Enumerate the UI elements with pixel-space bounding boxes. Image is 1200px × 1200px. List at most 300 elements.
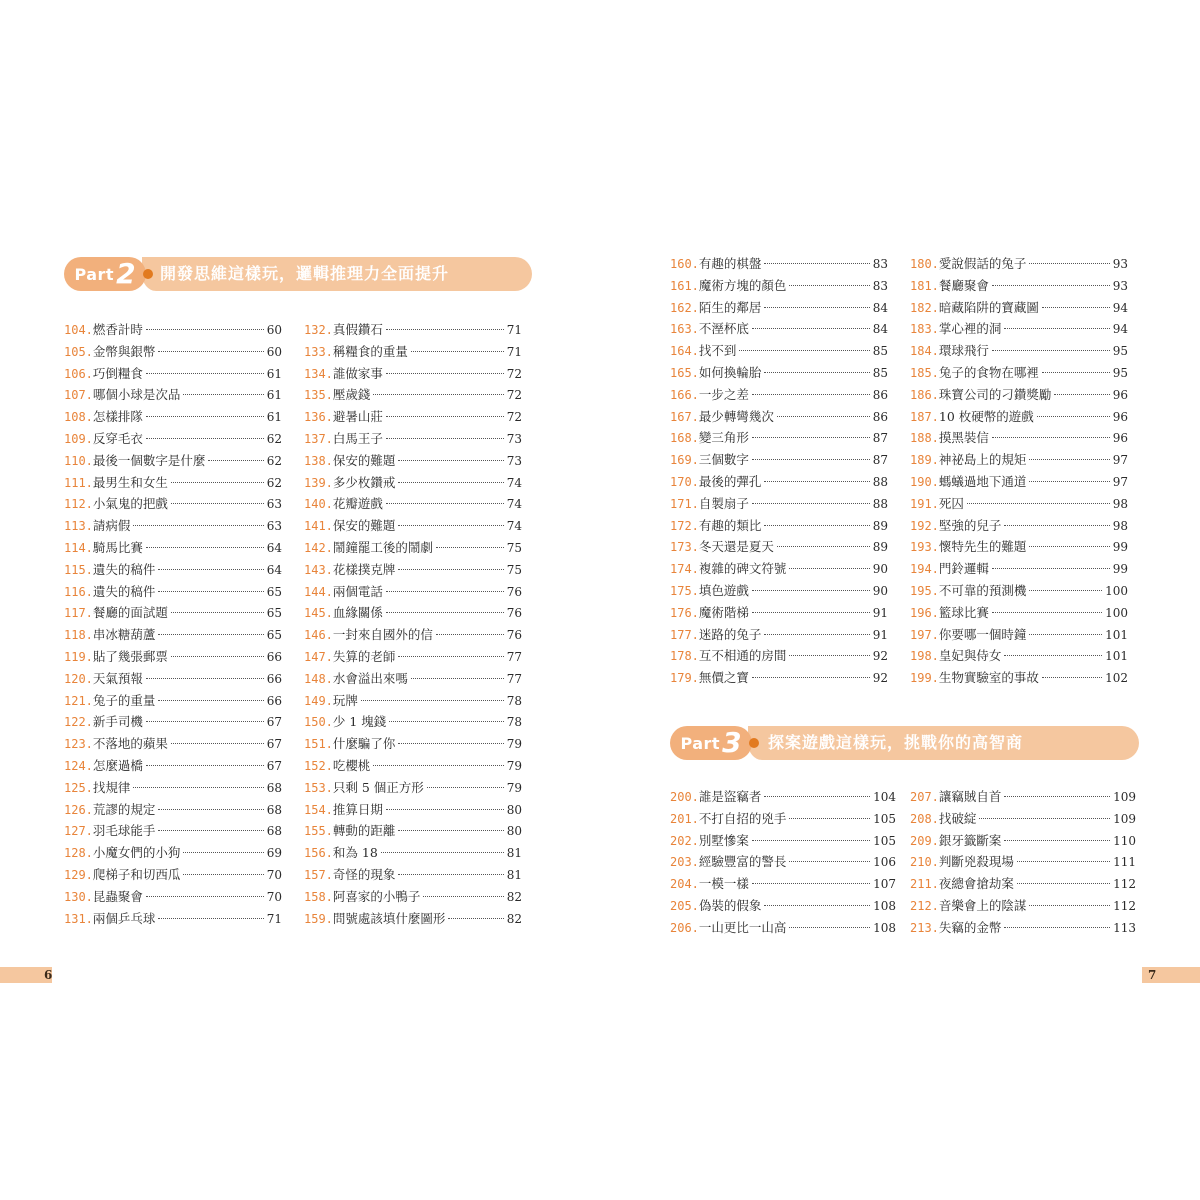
toc-entry-number: 115. (64, 562, 93, 577)
toc-entry-page: 63 (266, 519, 282, 534)
toc-entry-number: 175. (670, 583, 699, 598)
toc-entry-page: 109 (1113, 811, 1136, 826)
dot-leader (1017, 883, 1110, 884)
toc-entry-number: 159. (304, 911, 333, 926)
toc-entry-number: 127. (64, 824, 93, 839)
toc-entry-title: 兔子的重量 (92, 692, 156, 708)
toc-entry-title: 魔術階梯 (698, 604, 749, 620)
toc-entry (304, 909, 522, 931)
dot-leader (1037, 416, 1110, 417)
toc-column-right-2 (910, 254, 1128, 690)
dot-leader (789, 568, 869, 569)
toc-entry-title: 保安的難題 (332, 518, 396, 534)
toc-entry-number: 204. (670, 877, 699, 892)
toc-entry-page: 72 (506, 410, 522, 425)
toc-entry-title: 愛說假話的兔子 (938, 256, 1027, 271)
toc-entry-page: 65 (266, 628, 282, 643)
dot-leader (386, 438, 504, 439)
toc-entry-number: 181. (910, 278, 939, 293)
toc-entry-page: 84 (872, 300, 888, 315)
toc-entry-number: 135. (304, 388, 333, 403)
toc-entry-number: 155. (304, 824, 333, 839)
dot-leader (1054, 394, 1109, 395)
dot-leader (1004, 840, 1110, 841)
toc-entry-number: 126. (64, 802, 93, 817)
dot-leader (133, 787, 263, 788)
toc-entry-number: 140. (304, 497, 333, 512)
toc-entry-number: 117. (64, 606, 93, 621)
toc-entry-page: 66 (266, 671, 282, 686)
toc-entry-page: 96 (1112, 431, 1128, 446)
toc-entry (910, 537, 1128, 559)
toc-entry-number: 208. (910, 811, 939, 826)
dot-leader (992, 437, 1110, 438)
toc-entry-title: 和為 18 (332, 845, 378, 861)
toc-column-right-1 (670, 254, 888, 690)
toc-entry-page: 65 (266, 606, 282, 621)
toc-entry-page: 84 (872, 322, 888, 337)
toc-entry-title: 問號處該填什麼圖形 (332, 910, 446, 926)
toc-entry-title: 誰做家事 (332, 365, 383, 381)
toc-entry-title: 不可靠的預測機 (938, 582, 1027, 598)
toc-entry (910, 809, 1136, 831)
dot-leader (398, 569, 503, 570)
dot-leader (752, 503, 870, 504)
dot-leader (386, 591, 504, 592)
dot-leader (992, 285, 1110, 286)
toc-entry-title: 最少轉彎幾次 (698, 408, 774, 424)
dot-leader (1004, 525, 1109, 526)
part-number: 2 (116, 257, 136, 290)
toc-entry-title: 懷特先生的難題 (938, 539, 1027, 555)
dot-leader (386, 612, 504, 613)
toc-entry-title: 荒謬的規定 (92, 801, 156, 817)
toc-entry-number: 114. (64, 540, 93, 555)
part-number: 3 (722, 726, 742, 759)
toc-entry-title: 保安的難題 (332, 452, 396, 468)
toc-entry-page: 79 (506, 780, 522, 795)
dot-leader (752, 590, 870, 591)
dot-leader (427, 787, 504, 788)
toc-entry-page: 98 (1112, 496, 1128, 511)
toc-entry-title: 自製扇子 (698, 495, 749, 511)
toc-entry-number: 160. (670, 257, 699, 271)
toc-entry (64, 887, 282, 909)
toc-entry (670, 385, 888, 407)
toc-entry-number: 194. (910, 562, 939, 577)
toc-entry-page: 86 (872, 387, 888, 402)
toc-entry-page: 97 (1112, 474, 1128, 489)
toc-entry-page: 76 (506, 628, 522, 643)
toc-entry-page: 62 (266, 431, 282, 446)
toc-entry (670, 341, 888, 363)
toc-entry-number: 198. (910, 649, 939, 664)
toc-entry-page: 60 (266, 323, 282, 337)
toc-entry (304, 582, 522, 604)
toc-entry-number: 153. (304, 780, 333, 795)
toc-entry-number: 145. (304, 606, 333, 621)
toc-entry-page: 60 (266, 344, 282, 359)
toc-entry-number: 200. (670, 790, 699, 804)
toc-entry-title: 最後一個數字是什麼 (92, 452, 206, 468)
toc-entry-number: 187. (910, 409, 939, 424)
toc-entry-title: 神祕島上的規矩 (938, 452, 1027, 468)
dot-leader (158, 830, 263, 831)
toc-entry (64, 800, 282, 822)
toc-entry-page: 67 (266, 715, 282, 730)
toc-entry (670, 494, 888, 516)
toc-column-left-2 (304, 320, 522, 930)
toc-entry (670, 625, 888, 647)
toc-entry-page: 68 (266, 780, 282, 795)
toc-entry-number: 133. (304, 344, 333, 359)
toc-entry (670, 559, 888, 581)
toc-entry-number: 143. (304, 562, 333, 577)
toc-entry-number: 189. (910, 453, 939, 468)
toc-entry-title: 轉動的距離 (332, 823, 396, 839)
toc-entry-number: 144. (304, 584, 333, 599)
dot-leader (764, 525, 869, 526)
toc-entry (64, 669, 282, 691)
dot-leader (1004, 927, 1110, 928)
part-label: Part (74, 264, 115, 284)
toc-entry-title: 兩個乒乓球 (92, 910, 156, 926)
toc-entry-title: 稱糧食的重量 (332, 343, 408, 359)
toc-entry (64, 494, 282, 516)
toc-entry-page: 70 (266, 867, 282, 882)
toc-entry-page: 93 (1112, 257, 1128, 271)
toc-entry-title: 銀牙籤斷案 (938, 832, 1002, 848)
toc-entry-number: 185. (910, 365, 939, 380)
toc-entry-title: 怎樣排隊 (92, 409, 143, 425)
toc-entry-page: 110 (1113, 833, 1136, 848)
toc-entry-number: 157. (304, 867, 333, 882)
toc-entry-number: 179. (670, 671, 699, 686)
dot-leader (739, 350, 869, 351)
toc-entry-title: 爬梯子和切西瓜 (92, 866, 181, 882)
toc-entry-title: 白馬王子 (332, 430, 383, 446)
toc-entry-number: 206. (670, 920, 699, 935)
toc-entry-number: 210. (910, 855, 939, 870)
toc-entry-title: 冬天還是夏天 (698, 539, 774, 555)
toc-entry-number: 130. (64, 889, 93, 904)
toc-entry-page: 104 (873, 790, 896, 804)
toc-entry (64, 582, 282, 604)
dot-leader (411, 678, 504, 679)
toc-entry (910, 646, 1128, 668)
toc-entry (670, 298, 888, 320)
toc-entry-title: 一封來自國外的信 (332, 627, 433, 643)
dot-leader (967, 503, 1110, 504)
toc-entry-page: 74 (506, 497, 522, 512)
toc-entry-number: 142. (304, 540, 333, 555)
toc-entry (670, 537, 888, 559)
toc-entry (910, 298, 1128, 320)
toc-entry (910, 494, 1128, 516)
dot-leader (171, 743, 264, 744)
toc-entry (910, 918, 1136, 940)
toc-entry-page: 92 (872, 649, 888, 664)
toc-entry-number: 161. (670, 278, 699, 293)
toc-entry-number: 171. (670, 496, 699, 511)
dot-leader (789, 655, 869, 656)
toc-entry-number: 202. (670, 833, 699, 848)
toc-entry (670, 874, 896, 896)
toc-entry (304, 756, 522, 778)
toc-entry-number: 212. (910, 898, 939, 913)
dot-leader (183, 394, 263, 395)
toc-entry-page: 79 (506, 758, 522, 773)
toc-entry-title: 新手司機 (92, 714, 143, 730)
dot-leader (183, 874, 263, 875)
toc-entry (64, 778, 282, 800)
toc-entry (64, 821, 282, 843)
toc-entry-number: 192. (910, 518, 939, 533)
toc-entry-page: 106 (873, 855, 896, 870)
toc-entry (670, 852, 896, 874)
toc-entry-title: 掌心裡的洞 (938, 321, 1002, 337)
toc-entry-page: 82 (506, 911, 522, 926)
toc-entry-title: 壓歲錢 (332, 387, 371, 403)
toc-entry (304, 538, 522, 560)
toc-entry-page: 108 (873, 920, 896, 935)
toc-entry-number: 163. (670, 322, 699, 337)
toc-entry-number: 184. (910, 344, 939, 359)
toc-entry (670, 254, 888, 276)
dot-leader (1029, 459, 1109, 460)
toc-entry-number: 196. (910, 605, 939, 620)
toc-entry-number: 186. (910, 387, 939, 402)
toc-entry-title: 一山更比一山高 (698, 919, 787, 935)
toc-column-left-1 (64, 320, 282, 930)
dot-leader (386, 329, 504, 330)
dot-leader (398, 656, 503, 657)
toc-entry-page: 101 (1105, 649, 1128, 664)
dot-leader (146, 721, 264, 722)
toc-entry (304, 364, 522, 386)
toc-entry-number: 151. (304, 737, 333, 752)
dot-leader (1004, 655, 1102, 656)
toc-entry-title: 昆蟲聚會 (92, 888, 143, 904)
toc-entry-number: 152. (304, 758, 333, 773)
toc-entry-page: 96 (1112, 387, 1128, 402)
dot-leader (752, 459, 870, 460)
toc-entry (304, 516, 522, 538)
toc-entry-number: 193. (910, 540, 939, 555)
toc-entry-page: 93 (1112, 278, 1128, 293)
toc-entry (910, 450, 1128, 472)
toc-entry-title: 找規律 (92, 779, 131, 795)
toc-entry-page: 82 (506, 889, 522, 904)
toc-entry-title: 真假鑽石 (332, 322, 383, 337)
dot-leader (1042, 372, 1110, 373)
dot-leader (381, 852, 504, 853)
part-3-title: 探案遊戲這樣玩，挑戰你的高智商 (768, 733, 1024, 752)
toc-entry-number: 116. (64, 584, 93, 599)
toc-entry-page: 61 (266, 410, 282, 425)
toc-entry (304, 778, 522, 800)
toc-entry (910, 852, 1136, 874)
toc-entry-title: 水會溢出來嗎 (332, 670, 408, 686)
dot-leader (146, 678, 264, 679)
toc-entry-number: 164. (670, 344, 699, 359)
toc-entry-page: 100 (1105, 605, 1128, 620)
page-number-right: 7 (1148, 968, 1157, 982)
toc-entry-number: 167. (670, 409, 699, 424)
toc-entry (64, 320, 282, 342)
toc-entry-title: 陌生的鄰居 (698, 299, 762, 315)
toc-entry-page: 98 (1112, 518, 1128, 533)
toc-entry-title: 夜總會搶劫案 (938, 876, 1014, 892)
toc-entry (64, 342, 282, 364)
toc-entry (910, 581, 1128, 603)
dot-leader (398, 874, 503, 875)
toc-entry-number: 134. (304, 366, 333, 381)
toc-entry-page: 78 (506, 693, 522, 708)
toc-entry-title: 餐廳的面試題 (92, 605, 168, 621)
toc-entry-number: 156. (304, 846, 333, 861)
toc-entry-page: 92 (872, 671, 888, 686)
dot-leader (398, 460, 503, 461)
toc-entry-page: 95 (1112, 344, 1128, 359)
toc-entry (64, 625, 282, 647)
dot-leader (1042, 307, 1110, 308)
dot-leader (398, 743, 503, 744)
toc-entry-page: 89 (872, 518, 888, 533)
dot-leader (1004, 796, 1110, 797)
toc-entry-page: 74 (506, 475, 522, 490)
toc-entry-number: 138. (304, 453, 333, 468)
toc-entry-page: 91 (872, 627, 888, 642)
dot-leader (979, 818, 1110, 819)
toc-entry-number: 122. (64, 715, 93, 730)
toc-entry-title: 環球飛行 (938, 343, 989, 359)
toc-entry-page: 91 (872, 605, 888, 620)
toc-entry-title: 迷路的兔子 (698, 626, 762, 642)
toc-entry-number: 109. (64, 431, 93, 446)
toc-entry-page: 113 (1113, 920, 1136, 935)
toc-entry-number: 120. (64, 671, 93, 686)
dot-leader (789, 861, 870, 862)
dot-leader (146, 547, 264, 548)
toc-entry-page: 67 (266, 758, 282, 773)
toc-entry-title: 花瓣遊戲 (332, 496, 383, 512)
dot-leader (398, 525, 503, 526)
toc-entry (64, 843, 282, 865)
toc-entry-page: 108 (873, 898, 896, 913)
toc-entry-page: 83 (872, 257, 888, 271)
dot-leader (992, 350, 1110, 351)
toc-entry-number: 128. (64, 846, 93, 861)
toc-entry (670, 603, 888, 625)
toc-entry (64, 429, 282, 451)
toc-entry-page: 112 (1113, 877, 1136, 892)
toc-entry-page: 79 (506, 737, 522, 752)
dot-leader (992, 612, 1102, 613)
toc-entry-title: 奇怪的現象 (332, 866, 396, 882)
part-label: Part (680, 733, 721, 753)
toc-entry-number: 123. (64, 737, 93, 752)
toc-entry (304, 429, 522, 451)
toc-entry-number: 209. (910, 833, 939, 848)
toc-entry-title: 小氣鬼的把戲 (92, 496, 168, 512)
toc-entry-page: 109 (1113, 790, 1136, 804)
dot-leader (752, 437, 870, 438)
toc-entry-page: 95 (1112, 365, 1128, 380)
toc-entry (304, 603, 522, 625)
toc-entry-title: 判斷兇殺現場 (938, 854, 1014, 870)
toc-entry-page: 69 (266, 846, 282, 861)
toc-entry-title: 門鈴邏輯 (938, 561, 989, 577)
toc-entry-title: 遺失的稿件 (92, 561, 156, 577)
toc-entry (910, 472, 1128, 494)
dot-leader (171, 656, 264, 657)
toc-entry-page: 87 (872, 453, 888, 468)
toc-entry-page: 68 (266, 824, 282, 839)
toc-entry-page: 66 (266, 649, 282, 664)
toc-entry (670, 668, 888, 690)
toc-entry-number: 105. (64, 344, 93, 359)
toc-entry-page: 89 (872, 540, 888, 555)
dot-leader (764, 905, 870, 906)
toc-entry-page: 94 (1112, 322, 1128, 337)
toc-entry-title: 互不相通的房間 (698, 648, 787, 664)
toc-entry-page: 78 (506, 715, 522, 730)
toc-entry-page: 81 (506, 867, 522, 882)
toc-entry-number: 211. (910, 877, 939, 892)
dot-leader (436, 634, 504, 635)
toc-entry-page: 105 (873, 833, 896, 848)
toc-entry (910, 407, 1128, 429)
toc-entry-page: 94 (1112, 300, 1128, 315)
toc-entry-title: 哪個小球是次品 (92, 387, 181, 403)
toc-entry (670, 787, 896, 809)
toc-entry-number: 203. (670, 855, 699, 870)
toc-entry-title: 不落地的蘋果 (92, 736, 168, 752)
dot-leader (146, 329, 264, 330)
toc-entry-title: 找不到 (698, 343, 737, 359)
toc-entry-title: 兔子的食物在哪裡 (938, 364, 1039, 380)
toc-entry-page: 71 (506, 323, 522, 337)
toc-entry (64, 473, 282, 495)
toc-entry-title: 遺失的稿件 (92, 583, 156, 599)
dot-leader (752, 394, 870, 395)
toc-entry-number: 118. (64, 628, 93, 643)
toc-entry-title: 別墅慘案 (698, 832, 749, 848)
toc-entry-number: 104. (64, 323, 93, 337)
toc-entry-number: 176. (670, 605, 699, 620)
toc-entry-title: 推算日期 (332, 801, 383, 817)
part-2-badge (64, 257, 146, 291)
toc-entry-page: 70 (266, 889, 282, 904)
toc-entry (304, 473, 522, 495)
toc-entry-title: 餐廳聚會 (938, 277, 989, 293)
toc-entry-page: 64 (266, 540, 282, 555)
toc-entry-number: 165. (670, 365, 699, 380)
toc-entry (910, 874, 1136, 896)
toc-entry-page: 63 (266, 497, 282, 512)
dot-leader (146, 438, 264, 439)
dot-leader (171, 503, 264, 504)
toc-entry (304, 494, 522, 516)
dot-leader (146, 373, 264, 374)
toc-entry-title: 兩個電話 (332, 583, 383, 599)
toc-entry-page: 99 (1112, 540, 1128, 555)
toc-entry (304, 800, 522, 822)
toc-entry-title: 最男生和女生 (92, 474, 168, 490)
dot-leader (1004, 328, 1109, 329)
toc-entry-title: 羽毛球能手 (92, 823, 156, 839)
